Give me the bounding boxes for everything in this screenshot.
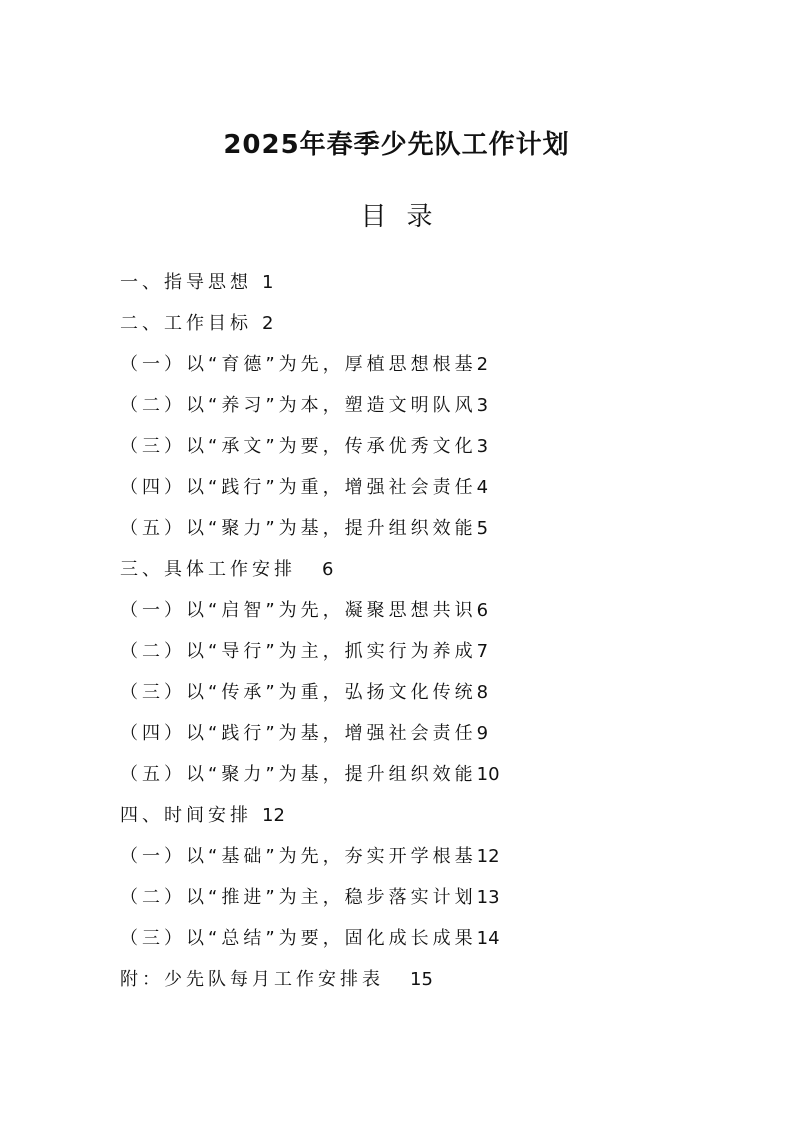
toc-entry-title: 附：少先队每月工作安排表 (120, 969, 384, 990)
toc-entry-page: 5 (476, 518, 489, 539)
toc-entry[interactable] (120, 596, 488, 626)
toc-entry-page: 14 (476, 928, 500, 949)
toc-entry-title: （四）以“践行”为重，增强社会责任 (120, 477, 477, 498)
toc-entry-page: 2 (262, 313, 274, 334)
toc-entry-page: 1 (262, 272, 274, 293)
toc-entry-page: 3 (476, 395, 489, 416)
toc-entry[interactable] (120, 350, 488, 380)
toc-entry[interactable] (120, 555, 333, 585)
toc-entry-page: 13 (476, 887, 500, 908)
toc-entry-page: 7 (476, 641, 489, 662)
toc-entry[interactable] (120, 473, 488, 503)
toc-entry[interactable] (120, 883, 500, 913)
toc-entry-page: 10 (476, 764, 500, 785)
toc-entry-title: （二）以“养习”为本，塑造文明队风 (120, 395, 477, 416)
toc-entry-title: （四）以“践行”为基，增强社会责任 (120, 723, 477, 744)
toc-heading: 目录 (360, 202, 453, 232)
toc-entry[interactable] (120, 268, 273, 298)
document-title: 2025年春季少先队工作计划 (223, 130, 570, 160)
toc-entry[interactable] (120, 924, 500, 954)
toc-entry[interactable] (120, 309, 273, 339)
toc-entry-title: 二、工作目标 (120, 313, 252, 334)
toc-entry[interactable] (120, 391, 488, 421)
toc-entry-page: 9 (476, 723, 489, 744)
toc-entry[interactable] (120, 678, 488, 708)
toc-entry-title: （一）以“基础”为先，夯实开学根基 (120, 846, 477, 867)
toc-entry-page: 12 (476, 846, 500, 867)
toc-entry[interactable] (120, 719, 488, 749)
toc-entry-page: 2 (476, 354, 489, 375)
toc-entry[interactable] (120, 432, 488, 462)
toc-entry-title: （二）以“推进”为主，稳步落实计划 (120, 887, 477, 908)
toc-entry-title: （一）以“启智”为先，凝聚思想共识 (120, 600, 477, 621)
toc-entry[interactable] (120, 801, 285, 831)
toc-entry[interactable] (120, 637, 488, 667)
toc-entry-page: 8 (476, 682, 489, 703)
toc-entry-page: 15 (410, 969, 433, 990)
toc-entry-title: （五）以“聚力”为基，提升组织效能 (120, 764, 477, 785)
toc-entry[interactable] (120, 760, 500, 790)
toc-entry-title: （一）以“育德”为先，厚植思想根基 (120, 354, 477, 375)
toc-entry-page: 6 (476, 600, 489, 621)
toc-entry-title: （三）以“传承”为重，弘扬文化传统 (120, 682, 477, 703)
toc-entry-page: 4 (476, 477, 489, 498)
toc-entry-page: 3 (476, 436, 489, 457)
toc-entry[interactable] (120, 514, 488, 544)
toc-entry-page: 6 (322, 559, 334, 580)
toc-entry-title: 一、指导思想 (120, 272, 252, 293)
toc-entry[interactable] (120, 842, 500, 872)
toc-entry-title: （二）以“导行”为主，抓实行为养成 (120, 641, 477, 662)
toc-entry[interactable] (120, 965, 433, 995)
toc-entry-title: （三）以“总结”为要，固化成长成果 (120, 928, 477, 949)
toc-entry-title: 三、具体工作安排 (120, 559, 296, 580)
toc-entry-title: （五）以“聚力”为基，提升组织效能 (120, 518, 477, 539)
toc-entry-page: 12 (262, 805, 285, 826)
toc-entry-title: 四、时间安排 (120, 805, 252, 826)
toc-entry-title: （三）以“承文”为要，传承优秀文化 (120, 436, 477, 457)
